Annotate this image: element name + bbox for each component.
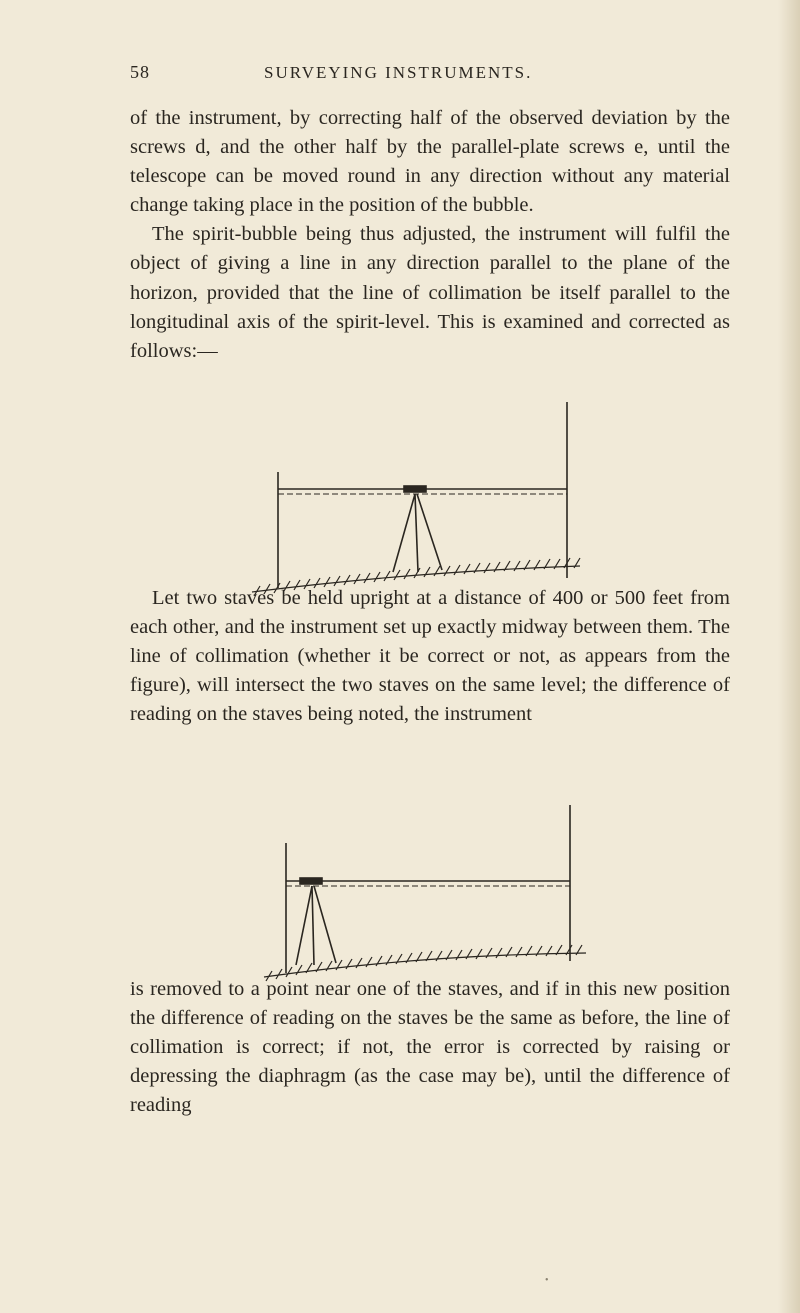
text-block-1 — [130, 104, 730, 366]
tripod-leg-right — [417, 494, 442, 570]
paragraph-4: is removed to a point near one of the staves, and if in this new position the difference of reading on the staves be the same as before, the line of collimation is correct; if not, the error is corrected by raising or depressing the diaphragm (as the case may be), until the difference of reading — [130, 978, 730, 1117]
page-edge-shadow — [778, 0, 800, 1313]
telescope — [300, 878, 322, 884]
tripod-leg-right — [314, 886, 336, 963]
paragraph-1: of the instrument, by correcting half of the observed deviation by the screws d, and the other half by the parallel-plate screws e, until the telescope can be moved round in any direction without any material change taking place in the position of the bubble. — [130, 107, 730, 217]
tripod-leg-center — [415, 494, 418, 572]
tripod-leg-center — [312, 886, 314, 965]
telescope — [404, 486, 426, 492]
paragraph-3: Let two staves be held upright at a distance of 400 or 500 feet from each other, and the instrument set up exactly midway between them. The line of collimation (whether it be correct or not, as appears from the figure), will intersect the two staves on the same level; the difference of reading on the staves being noted, the instrument — [130, 587, 730, 726]
tripod-leg-left — [393, 494, 415, 572]
figure-level-near-staff — [240, 805, 640, 985]
paragraph-2: The spirit-bubble being thus adjusted, the instrument will fulfil the object of giving a line in any direction parallel to the plane of the horizon, provided that the line of collimation be itself parallel to the longitudinal axis of the spirit-level. This is examined and corrected as follows:— — [130, 223, 730, 362]
figure-level-midway — [230, 402, 630, 597]
page-number: 58 — [130, 62, 150, 82]
tripod-leg-left — [296, 886, 312, 965]
running-title: SURVEYING INSTRUMENTS. — [264, 63, 533, 82]
page-mark: • — [545, 1275, 549, 1286]
